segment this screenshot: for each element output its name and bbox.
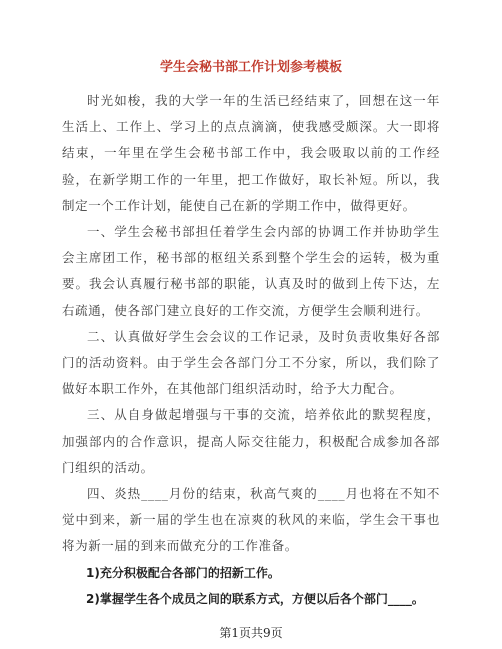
paragraph-item-2: 二、认真做好学生会会议的工作记录，及时负责收集好各部门的活动资料。由于学生会各部门分工不分家，所以，我们除了做好本职工作外，在其他部门组织活动时，给予大力配合。 [62,328,440,397]
paragraph-item-1: 一、学生会秘书部担任着学生会内部的协调工作并协助学生会主席团工作，秘书部的枢纽关系到整个学生会的运转，极为重要。我会认真履行秘书部的职能，认真及时的做到上传下达，左右疏通，使各部门建立良好的工作交流，方便学生会顺利进行。 [62,224,440,318]
paragraph-item-4: 四、炎热____月份的结束，秋高气爽的____月也将在不知不觉中到来，新一届的学生也在凉爽的秋风的来临，学生会干事也将为新一届的到来而做充分的工作准备。 [62,486,440,554]
paragraph-item-3: 三、从自身做起增强与干事的交流，培养依此的默契程度，加强部内的合作意识，提高人际交往能力，积极配合成参加各部门组织的活动。 [62,407,440,475]
page-number-footer: 第1页共9页 [219,626,283,640]
paragraph-intro: 时光如梭，我的大学一年的生活已经结束了，回想在这一年生活上、工作上、学习上的点点滴滴，使我感受颇深。大一即将结束，一年里在学生会秘书部工作中，我会吸取以前的工作经验，在新学期工作的一年里，把工作做好，取长补短。所以，我制定一个工作计划，能使自己在新的学期工作中，做得更好。 [62,93,440,213]
bold-item-2: 2)掌握学生各个成员之间的联系方式，方便以后各个部门____。 [86,591,424,606]
bold-item-1: 1)充分积极配合各部门的招新工作。 [86,565,280,580]
document-title: 学生会秘书部工作计划参考模板 [159,60,342,75]
document-body [62,88,440,612]
